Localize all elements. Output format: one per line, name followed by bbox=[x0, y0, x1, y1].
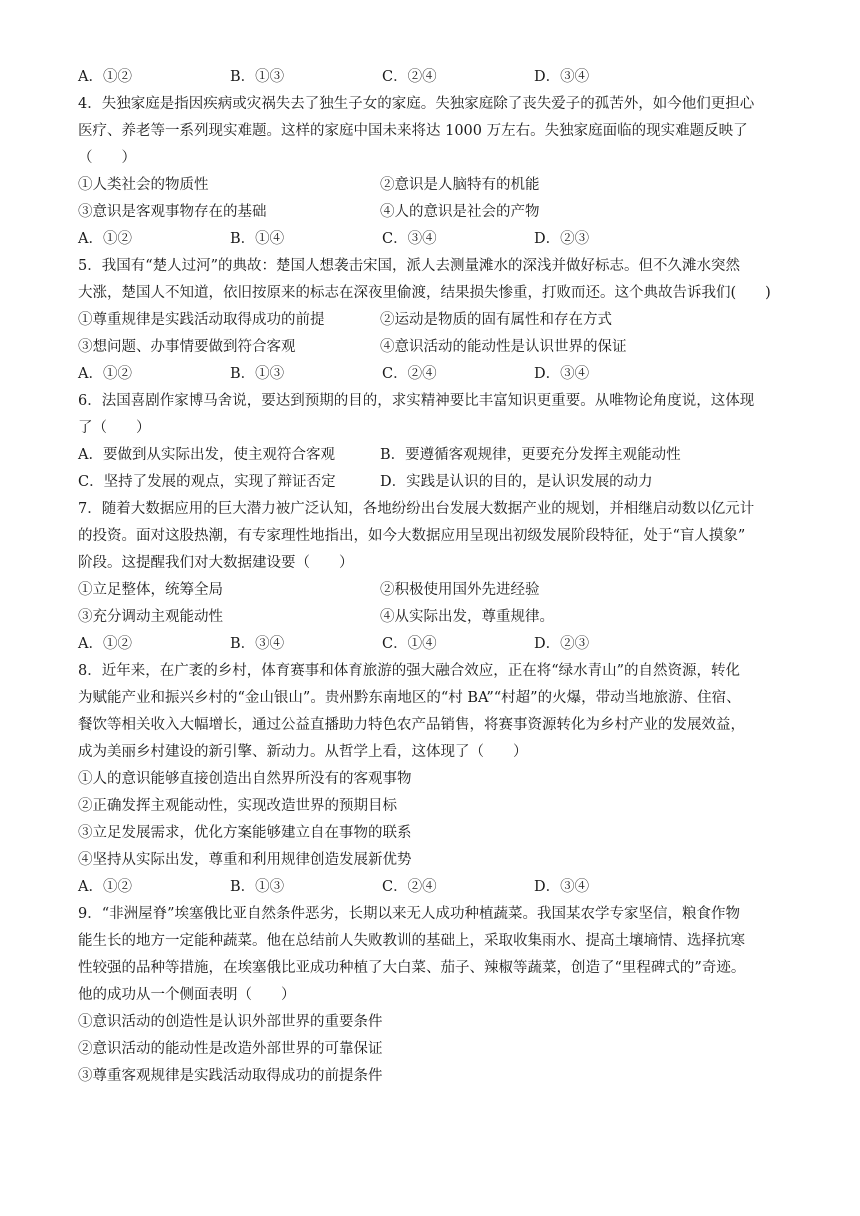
q8-statement: ④坚持从实际出发，尊重和利用规律创造发展新优势 bbox=[78, 852, 412, 868]
q6-choice-b[interactable]: B．要遵循客观规律，更要充分发挥主观能动性 bbox=[380, 447, 681, 463]
question-4 bbox=[78, 91, 786, 253]
q6-stem-line: 6．法国喜剧作家博马舍说，要达到预期的目的，求实精神要比丰富知识更重要。从唯物论角度说，这体现 bbox=[78, 393, 755, 409]
q5-statement: ②运动是物质的固有属性和存在方式 bbox=[380, 312, 612, 328]
q9-stem-line: 他的成功从一个侧面表明（ ） bbox=[78, 987, 296, 1003]
q8-choice-d[interactable]: D．③④ bbox=[534, 879, 590, 895]
q7-choices bbox=[78, 631, 786, 658]
q3-choice-b[interactable]: B．①③ bbox=[230, 69, 285, 85]
q5-statements-row bbox=[78, 307, 786, 334]
q8-statement: ③立足发展需求，优化方案能够建立自在事物的联系 bbox=[78, 825, 412, 841]
q8-stem-line: 8．近年来，在广袤的乡村，体育赛事和体育旅游的强大融合效应，正在将“绿水青山”的自然资源，转化 bbox=[78, 663, 741, 679]
question-8 bbox=[78, 658, 786, 901]
q5-statement: ③想问题、办事情要做到符合客观 bbox=[78, 339, 296, 355]
question-list bbox=[78, 64, 786, 1090]
q7-stem-line: 7．随着大数据应用的巨大潜力被广泛认知，各地纷纷出台发展大数据产业的规划，并相继启动数以亿元计 bbox=[78, 501, 755, 517]
q5-statements-row bbox=[78, 334, 786, 361]
q7-choice-b[interactable]: B．③④ bbox=[230, 636, 285, 652]
q6-choices-row bbox=[78, 442, 786, 469]
q9-stem-line: 9．“非洲屋脊”埃塞俄比亚自然条件恶劣，长期以来无人成功种植蔬菜。我国某农学专家坚信，粮食作物 bbox=[78, 906, 741, 922]
q8-stem-line: 为赋能产业和振兴乡村的“金山银山”。贵州黔东南地区的“村 BA”“村超”的火爆，带动当地旅游、住宿、 bbox=[78, 690, 741, 706]
q8-choice-b[interactable]: B．①③ bbox=[230, 879, 285, 895]
q9-statement: ①意识活动的创造性是认识外部世界的重要条件 bbox=[78, 1014, 383, 1030]
q7-choice-a[interactable]: A．①② bbox=[78, 636, 132, 652]
q5-choice-c[interactable]: C．②④ bbox=[382, 366, 437, 382]
q5-stem-line: 5．我国有“楚人过河”的典故：楚国人想袭击宋国，派人去测量滩水的深浅并做好标志。但不久滩水突然 bbox=[78, 258, 741, 274]
q3-choices bbox=[78, 64, 786, 91]
q4-choices bbox=[78, 226, 786, 253]
q8-statement: ①人的意识能够直接创造出自然界所没有的客观事物 bbox=[78, 771, 412, 787]
q8-choice-c[interactable]: C．②④ bbox=[382, 879, 437, 895]
q4-stem-line: （ ） bbox=[78, 150, 136, 166]
question-9 bbox=[78, 901, 786, 1090]
q8-choice-a[interactable]: A．①② bbox=[78, 879, 132, 895]
q4-choice-d[interactable]: D．②③ bbox=[534, 231, 590, 247]
q7-stem-line: 的投资。面对这股热潮，有专家理性地指出，如今大数据应用呈现出初级发展阶段特征，处于“盲人摸象” bbox=[78, 528, 746, 544]
q5-stem-line: 大涨，楚国人不知道，依旧按原来的标志在深夜里偷渡，结果损失惨重，打败而还。这个典故告诉我们( ) bbox=[78, 285, 771, 301]
q4-stem-line: 医疗、养老等一系列现实难题。这样的家庭中国未来将达 1000 万左右。失独家庭面临的现实难题反映了 bbox=[78, 123, 748, 139]
q4-statement: ③意识是客观事物存在的基础 bbox=[78, 204, 267, 220]
q5-statement: ①尊重规律是实践活动取得成功的前提 bbox=[78, 312, 325, 328]
q7-choice-d[interactable]: D．②③ bbox=[534, 636, 590, 652]
q7-choice-c[interactable]: C．①④ bbox=[382, 636, 437, 652]
q5-choice-a[interactable]: A．①② bbox=[78, 366, 132, 382]
q3-choice-a[interactable]: A．①② bbox=[78, 69, 132, 85]
q8-stem-line: 成为美丽乡村建设的新引擎、新动力。从哲学上看，这体现了（ ） bbox=[78, 744, 528, 760]
q4-stem-line: 4．失独家庭是指因疾病或灾祸失去了独生子女的家庭。失独家庭除了丧失爱子的孤苦外，如今他们更担心 bbox=[78, 96, 755, 112]
q7-stem-line: 阶段。这提醒我们对大数据建设要（ ） bbox=[78, 555, 354, 571]
q9-stem-line: 能生长的地方一定能种蔬菜。他在总结前人失败教训的基础上，采取收集雨水、提高土壤墒情、选择抗寒 bbox=[78, 933, 745, 949]
q9-statement: ③尊重客观规律是实践活动取得成功的前提条件 bbox=[78, 1068, 383, 1084]
question-5 bbox=[78, 253, 786, 388]
q7-statements-row bbox=[78, 604, 786, 631]
q8-stem-line: 餐饮等相关收入大幅增长，通过公益直播助力特色农产品销售，将赛事资源转化为乡村产业的发展效益， bbox=[78, 717, 745, 733]
q4-choice-c[interactable]: C．③④ bbox=[382, 231, 437, 247]
q9-stem-line: 性较强的品种等措施，在埃塞俄比亚成功种植了大白菜、茄子、辣椒等蔬菜，创造了“里程碑式的”奇迹。 bbox=[78, 960, 746, 976]
q7-statement: ①立足整体，统筹全局 bbox=[78, 582, 223, 598]
q6-stem-line: 了（ ） bbox=[78, 420, 151, 436]
q5-choice-d[interactable]: D．③④ bbox=[534, 366, 590, 382]
q5-choice-b[interactable]: B．①③ bbox=[230, 366, 285, 382]
q7-statements-row bbox=[78, 577, 786, 604]
q8-choices bbox=[78, 874, 786, 901]
q4-choice-a[interactable]: A．①② bbox=[78, 231, 132, 247]
q3-choice-c[interactable]: C．②④ bbox=[382, 69, 437, 85]
q7-statement: ③充分调动主观能动性 bbox=[78, 609, 223, 625]
q6-choices-row bbox=[78, 469, 786, 496]
q8-statement: ②正确发挥主观能动性，实现改造世界的预期目标 bbox=[78, 798, 397, 814]
question-6 bbox=[78, 388, 786, 496]
q3-choice-d[interactable]: D．③④ bbox=[534, 69, 590, 85]
q7-statement: ④从实际出发，尊重规律。 bbox=[380, 609, 554, 625]
question-7 bbox=[78, 496, 786, 658]
q6-choice-a[interactable]: A．要做到从实际出发，使主观符合客观 bbox=[78, 447, 335, 463]
q5-statement: ④意识活动的能动性是认识世界的保证 bbox=[380, 339, 627, 355]
q5-choices bbox=[78, 361, 786, 388]
q4-statements-row bbox=[78, 199, 786, 226]
q4-statement: ②意识是人脑特有的机能 bbox=[380, 177, 540, 193]
q4-choice-b[interactable]: B．①④ bbox=[230, 231, 285, 247]
q4-statement: ①人类社会的物质性 bbox=[78, 177, 209, 193]
q6-choice-d[interactable]: D．实践是认识的目的，是认识发展的动力 bbox=[380, 474, 653, 490]
q4-statements-row bbox=[78, 172, 786, 199]
q7-statement: ②积极使用国外先进经验 bbox=[380, 582, 540, 598]
q4-statement: ④人的意识是社会的产物 bbox=[380, 204, 540, 220]
q9-statement: ②意识活动的能动性是改造外部世界的可靠保证 bbox=[78, 1041, 383, 1057]
q6-choice-c[interactable]: C．坚持了发展的观点，实现了辩证否定 bbox=[78, 474, 336, 490]
